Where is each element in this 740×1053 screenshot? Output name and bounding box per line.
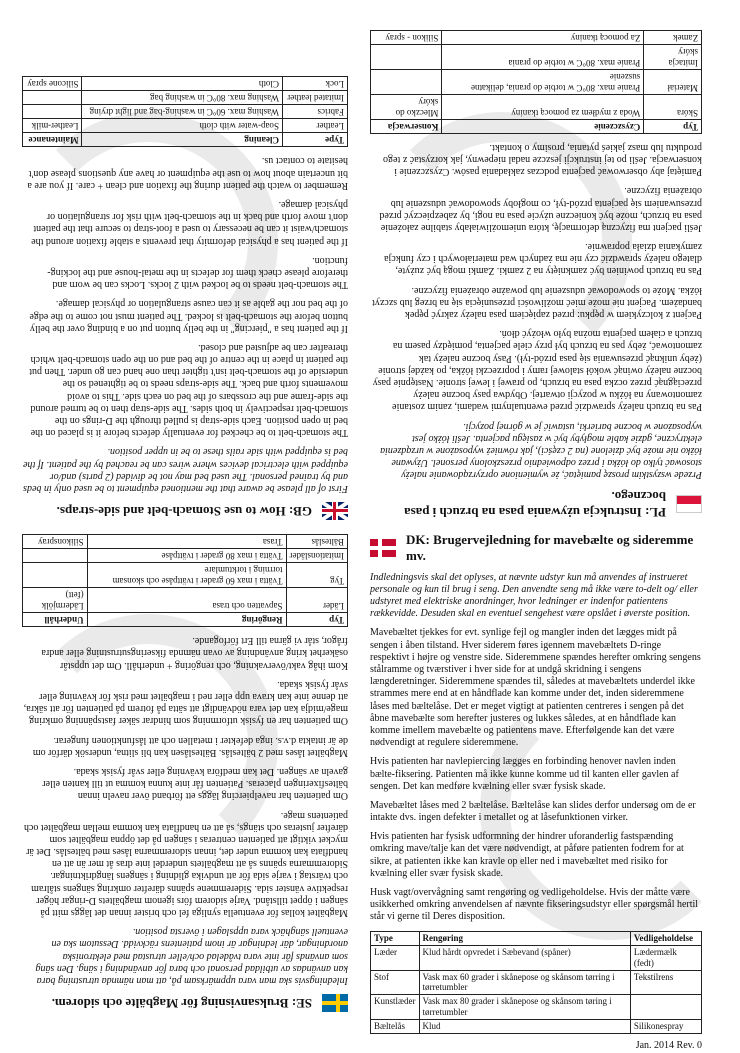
table-row: [23, 77, 348, 91]
table-row: [23, 563, 348, 588]
table-row: [371, 94, 702, 119]
table-cell: Zamek: [644, 30, 702, 44]
table-cell: Washing max. 80°C in washing bag: [82, 91, 282, 105]
pl-panel: [370, 10, 702, 522]
table-header: Type: [371, 931, 420, 945]
gb-panel: [22, 10, 348, 522]
table-cell: Leather-milk: [23, 119, 82, 133]
pl-paragraph-3: Pas na brzuch powinien być zamknięty na 2 zamki. Zamki mogą być zużyte, dlatego należy sprawdzić czy nie ma żadnych wad materiałowych i czy funkcja zamykania działa poprawnie.: [384, 241, 702, 277]
table-cell: Kunstlæder: [371, 995, 420, 1020]
table-cell: Mleczko do skóry: [371, 94, 442, 119]
pl-paragraph-2: Pacjent z kolczykiem w pępku: przed zapięciem pasa należy zakryć pępek bandażem. Pacjent nie może mieć możliwości przesunięcia się na brzeg lub szczyt łóżka. Może to spowodować uduszenie lub poważne obrażenia fizyczne.: [372, 284, 702, 321]
pl-heading: [370, 488, 702, 520]
table-cell: Stof: [371, 970, 420, 995]
se-paragraph-1: Magbältet kollas för eventuella synliga fel och brister innan det läggs mitt på sängen i öppet tillstånd. Varje sidorem förs igenom magbältets D-ringar höger respektive vänster sida. Sideremmene spänns därefter omkring sängens stålram och tvärstag i varje sida för att undvika glidning i sängens längdriktningar. Sidoremmarna spänns så att magbältets underdel inte dras åt mer än att en handflata kan komma under det, innan sidoremmarna låses med bälteslås. Det är mycket viktigt att patienten centreras i sängen på det öppna magbältet som därefter justeras och stängs, så att en handflata kan komma mellan magbältet och patientens mage.: [23, 809, 348, 919]
table-cell: [630, 995, 701, 1020]
table-cell: Trasa: [87, 535, 286, 549]
pl-paragraph-5: Pamiętaj aby obserwować pacjenta podczas zakładania pasów. Czyszczenie i konserwacja. Jeśli po tej instrukcji jeszcze nadal niepewny, jak korzystać z tego produktu lub masz jakieś pytania, prosimy o kontakt.: [383, 141, 702, 178]
gb-paragraph-4: If the patient has a physical deformity that prevents a stable fixation around the stomach/waist it can be necessary to used a foot-strap to secure that the patient don't move forth and back in the stomach-belt with risk for strangulation or physical damage.: [31, 199, 348, 247]
gb-paragraph-1: The stomach-belt to be checked for eventually defects before it is placed on the bed in open position. Each side-strap is pulled through the D-rings on the stomach-belt respectively in both sides. The side-strap then to be turned around the side-frame and the crossbars of the bed on each side. This to avoid movements forth and back. The side-straps needs to be tightened so the underside of the stomach-belt isn't tighter than one hand can go under. Then put the patient in place in the centre of the bed and on the open stomach-belt which thereafter can be adjusted and closed.: [29, 341, 348, 439]
dk-table: [370, 931, 702, 1035]
table-cell: Soap-water with cloth: [82, 119, 282, 133]
flag-sweden-icon: [322, 994, 348, 1012]
table-cell: Bälteslås: [286, 535, 347, 549]
table-header-row: [371, 119, 702, 133]
table-cell: Læder: [371, 945, 420, 970]
table-cell: Sapvatten och trasa: [87, 588, 286, 613]
table-row: [23, 535, 348, 549]
dk-paragraph-4: Hvis patienten har fysisk udformning der hindrer uforanderlig fastspænding omkring mave/talje kan det være nødvendigt, at påføre patienten fodrem for at sikre, at patienten ikke kan kravle op eller ned i mavebæltet med risiko for kvælning eller svær fysisk skade.: [370, 831, 684, 879]
table-cell: Leather: [282, 119, 347, 133]
dk-paragraph-5: Husk vagt/overvågning samt rengøring og vedligeholdelse. Hvis der måtte være usikkerhed omkring anvendelsen af nævnte fikseringsudstyr eller spørgsmål hertil står vi gerne til Deres disposition.: [370, 887, 699, 923]
table-header: Underhåll: [23, 613, 88, 627]
dk-panel: [370, 530, 702, 1052]
table-cell: Silikon - spray: [371, 30, 442, 44]
gb-paragraph-2: If the patient has a "piercing" in the belly button put on a binding over the belly button before the stomach-belt is locked. The patient must not come to the edge of the bed nor the gable as it can cause strangulation or physical damage.: [29, 298, 348, 334]
table-cell: Imitacja skóry: [644, 44, 702, 69]
table-cell: Pranie max. 80°C w torbie do prania: [442, 44, 644, 69]
table-cell: Klud hårdt opvredet i Sæbevand (spåner): [419, 945, 630, 970]
table-row: [371, 970, 702, 995]
table-cell: [371, 44, 442, 69]
table-header: Typ: [286, 613, 347, 627]
table-header: Typ: [644, 119, 702, 133]
table-header: Czyszczenie: [442, 119, 644, 133]
table-cell: Bæltelås: [371, 1020, 420, 1034]
table-row: [23, 588, 348, 613]
table-row: [371, 69, 702, 94]
table-cell: Cloth: [82, 77, 282, 91]
table-header: Cleaning: [82, 133, 282, 147]
table-header: Rengöring: [87, 613, 286, 627]
table-row: [371, 30, 702, 44]
se-paragraph-3: Magbältet låses med 2 bälteslås. Bälteslåsen kan bli slitna, undersök därför om de är intakta d.v.s. inga defekter i metallen och att låsfunktionen fungerar.: [32, 734, 348, 758]
dk-paragraph-1: Mavebæltet tjekkes for evt. synlige fejl og mangler inden det lægges midt på sengen i åben tilstand. Hver siderem føres igennem mavebæltets D-ringe respektivt i højre og venstre side. Sideremmene spændes herefter omkring sengens stålramme og tværstiver i hver side for at undgå skridning i sengens længderetninger. Sideremmene spændes til, således at mavebæltets underdel ikke strammes mere end at en håndflade kan komme under det, inden sideremmene låses med bæltelåse. Det er meget vigtigt at patienten centreres i sengen på det åbne mavebælte som herefter justeres og lukkes således, at en håndflade kan komme imellem mavebælte og patientens mave. Efterfølgende kan det være nødvendigt at regulere sideremmene.: [370, 627, 701, 749]
table-cell: Silicone spray: [23, 77, 82, 91]
table-cell: Pranie max. 80°C w torbie do prania, delikatne suszenie: [442, 69, 644, 94]
table-row: [371, 945, 702, 970]
table-row: [371, 44, 702, 69]
table-header: Vedligeholdelse: [630, 931, 701, 945]
gb-intro: First of all please be aware that the mentioned equipment to be used only in beds and by trained personal. The used bed may not be divided (2 parts) and/or equipped with electrical devices where wires can be reached by the patient. If the bed is equipped with side rails these to be in upper position.: [23, 446, 348, 494]
table-cell: Woda z mydłem za pomocą tkaniny: [442, 94, 644, 119]
table-cell: Lock: [282, 77, 347, 91]
table-row: [23, 91, 348, 105]
table-cell: Tvätta i max 60 grader i tvättpåse och skonsam torrning i torktumlare: [87, 563, 286, 588]
table-header: Konserwacja: [371, 119, 442, 133]
table-cell: Washing max. 60°C in washing-bag and light drying: [82, 105, 282, 119]
table-cell: Imitationsläder: [286, 549, 347, 563]
dk-paragraph-2: Hvis patienten har navlepiercing lægges en forbinding henover navlen inden bælte-fiksering. Patienten må ikke kunne komme ud til kanten eller gavlen af sengen. Det kan medføre kvælning eller svær fysisk skade.: [370, 756, 679, 792]
table-cell: Lädermjölk (fett): [23, 588, 88, 613]
table-row: [23, 119, 348, 133]
table-header-row: [23, 133, 348, 147]
table-cell: [371, 69, 442, 94]
flag-denmark-icon: [370, 539, 396, 557]
se-panel: [22, 530, 348, 1014]
table-row: [371, 995, 702, 1020]
gb-heading: [22, 502, 348, 520]
se-table: [22, 534, 348, 627]
se-heading: [22, 994, 348, 1012]
table-header: Rengøring: [419, 931, 630, 945]
se-title: SE: Bruksanvisning för Magbälte och sidorem.: [51, 995, 312, 1011]
table-cell: [23, 563, 88, 588]
table-header: Type: [282, 133, 347, 147]
flag-uk-icon: [322, 502, 348, 520]
se-paragraph-5: Kom ihåg vakt/övervakning, och rengöring + underhåll. Om det uppstår osäkerhet kring användning av ovan nämnda fikseringsutrustning eller andra frågor, står vi gärna till Ert förfogande.: [41, 635, 348, 671]
table-cell: Tekstilrens: [630, 970, 701, 995]
gb-title: GB: How to use Stomach-belt and side-straps.: [56, 503, 312, 519]
revision-footer: Jan. 2014 Rev. 0: [635, 1040, 702, 1052]
pl-paragraph-4: Jeśli pacjent ma fizyczną deformację, która uniemożliwiałaby stabilne założenie pasa na brzuch, może być konieczne użycie pasa na nogi, by zabezpieczyć przed przesuwaniem się pacjenta przód-tył, co mogłoby spowodować uduszenie lub obrażenia fizyczne.: [379, 185, 702, 233]
gb-table: [22, 76, 348, 147]
se-paragraph-2: Om patienten har navelpiercing läggs ett förband över naveln innan bältesfixeringen placeras. Patienten får inte kunna komma ut till kanten eller gaveln av sängen. Det kan medföra kvävning eller svår fysisk skada.: [42, 766, 348, 802]
table-cell: Imitated leather: [282, 91, 347, 105]
table-cell: Silikonspray: [23, 535, 88, 549]
gb-paragraph-5: Remember to watch the patient during the fixation and clean + care. If you are a bit uncertain about how to use the equipment or have any questions please don't hesitate to contact us.: [27, 155, 348, 191]
flag-poland-icon: [676, 495, 702, 513]
table-cell: Materiał: [644, 69, 702, 94]
dk-paragraph-3: Mavebæltet låses med 2 bæltelåse. Bæltelåse kan slides derfor undersøg om de er intakte dvs. ingen defekter i metallet og at låsefunktionen virker.: [370, 799, 696, 824]
table-row: [23, 105, 348, 119]
pl-intro: Przede wszystkim proszę pamiętać, że wymienione oprzyrządowanie należy stosować tylko do łóżka i przez odpowiednio przeszkolony personel. Używane łóżko nie może być dzielone (na 2 części), jak również wyposażone w urządzenia elektryczne, gdzie kable mogłyby być w zasięgu pacjenta. Jeśli łóżko jest wyposażone w boczne barierki, ustawić je w górnej pozycji.: [380, 420, 702, 481]
pl-table: [370, 30, 702, 134]
table-cell: Vask max 60 grader i skånepose og skånsom tørring i tørretumbler: [419, 970, 630, 995]
table-cell: [23, 91, 82, 105]
se-intro: Inledningsvis ska man vara uppmärksam på, att man nämnda utrustning bara kan användas av utbildad personal och bara för användning i säng. Den säng som används får inte vara tvådelad och/eller utrustad med elektroniska anordningar, där ledningar är inom patientens räckvidd. Dessutom ska en eventuell sänghäck vara uppslagen i översta position.: [35, 926, 348, 986]
dk-heading: [370, 532, 702, 564]
table-header-row: [371, 931, 702, 945]
pl-paragraph-1: Pas na brzuch należy sprawdzić przed ewentualnymi wadami, zanim zostanie zamontowany na łóżku w pozycji otwartej. Obydwa pasy boczne należy przeciągnąć przez oczka pasa na brzuch, po prawej i lewej stronie. Następnie pasy boczne należy owinąć wokół stalowej ramy i poprzeczki łóżka, po każdej stronie (żeby uniknąć przesuwania się pasa przód-tył). Pasy boczne należy tak zamontować, żeby pas na brzuch był przy ciele pacjenta, pomiędzy pasem na brzuch a ciałem pacjenta można było włożyć dłoń.: [372, 328, 702, 413]
table-header-row: [23, 613, 348, 627]
dk-title: DK: Brugervejledning for mavebælte og sideremme mv.: [406, 532, 694, 563]
table-cell: Tvätta i max 80 grader i tvättpåse: [87, 549, 286, 563]
table-cell: [23, 105, 82, 119]
gb-paragraph-3: The stomach-belt needs to be locked with 2 locks. Locks can be worn and therefore please check them for defects in the metal-house and the locking-function.: [47, 254, 348, 291]
dk-intro: Indledningsvis skal det oplyses, at nævnte udstyr kun må anvendes af instrueret personale og kun til brug i seng. Den anvendte seng må ikke være to-delt og/ eller udstyret med elektriske anordninger, hvor ledninger er indenfor patientens rækkevidde. Desuden skal en eventuel sengehest være opslået i øverste position.: [370, 571, 698, 620]
table-cell: Klud: [419, 1020, 630, 1034]
pl-title: PL: Instrukcja używania pasa na brzuch i pasa bocznego.: [404, 489, 666, 520]
table-row: [23, 549, 348, 563]
table-row: [371, 1020, 702, 1034]
table-cell: Silikonespray: [630, 1020, 701, 1034]
table-cell: [23, 549, 88, 563]
table-cell: Vask max 80 grader i skånepose og skånsom tøring i tørretumbler: [419, 995, 630, 1020]
table-cell: Läder: [286, 588, 347, 613]
table-header: Maintenance: [23, 133, 82, 147]
se-paragraph-4: Om patienten har en fysisk utformning som hindrar säker fastspänning omkring mage/midja kan det vara nödvändigt att sätta på fotrem på patienten för att säkra, att denne inte kan krava upp eller ned i magbältet med risk för kvävning eller svår fysisk skada.: [23, 678, 348, 727]
table-cell: Za pomocą tkaniny: [442, 30, 644, 44]
table-cell: Lædermælk (fedt): [630, 945, 701, 970]
table-cell: Tyg: [286, 563, 347, 588]
table-cell: Fabrics: [282, 105, 347, 119]
table-cell: Skóra: [644, 94, 702, 119]
